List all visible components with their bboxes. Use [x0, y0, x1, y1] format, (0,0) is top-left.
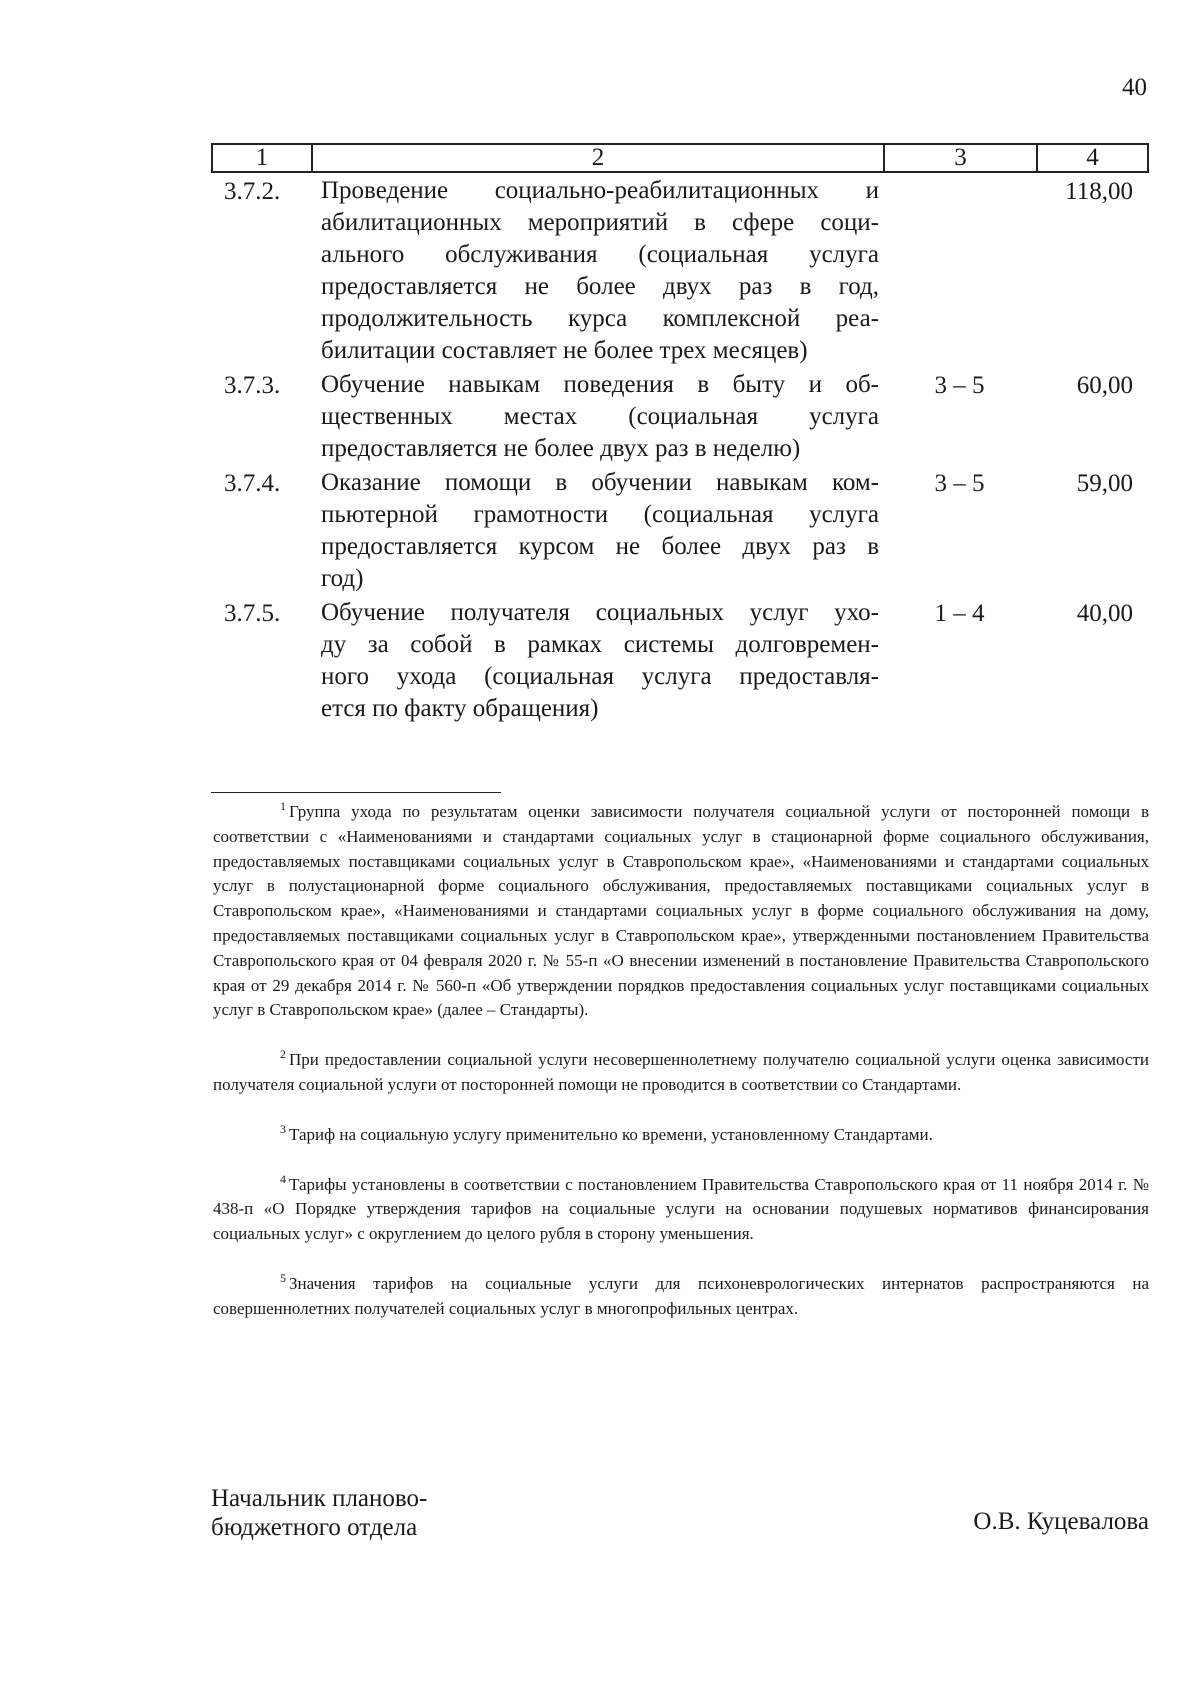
service-name-line: щественных местах (социальная услуга — [321, 403, 879, 430]
service-name-line: Обучение получателя социальных услуг ухо- — [321, 599, 879, 626]
service-number: 3.7.5. — [224, 600, 281, 627]
signatory-name: О.В. Куцевалова — [973, 1508, 1149, 1535]
service-name-line: Проведение социально-реабилитационных и — [321, 177, 879, 204]
service-name-line: ду за собой в рамках системы долговремен- — [321, 631, 879, 658]
signatory-position-line: Начальник планово- — [211, 1485, 428, 1512]
service-name-line: предоставляется не более двух раз в год, — [321, 273, 879, 300]
signatory-position — [211, 1484, 427, 1542]
table-header-cell: 4 — [1086, 144, 1099, 171]
footnote-mark: 5 — [280, 1270, 286, 1285]
service-number: 3.7.3. — [224, 372, 281, 399]
tariff-table-body — [211, 175, 1149, 727]
tariff-value: 59,00 — [1076, 470, 1133, 497]
service-number: 3.7.2. — [224, 178, 281, 205]
service-name — [311, 467, 883, 595]
care-group: 3 – 5 — [934, 372, 985, 399]
service-name-line: ется по факту обращения) — [321, 695, 599, 722]
service-name — [311, 597, 883, 725]
footnote-mark: 2 — [280, 1047, 286, 1062]
service-name-line: ального обслуживания (социальная услуга — [321, 241, 879, 268]
footnote-mark: 4 — [280, 1171, 286, 1186]
care-group — [883, 175, 1036, 367]
care-group: 3 – 5 — [934, 470, 985, 497]
footnote-text: Тариф на социальную услугу применительно ко времени, установленному Стандартами. — [289, 1124, 933, 1144]
care-group: 1 – 4 — [934, 600, 985, 627]
service-name-line: Оказание помощи в обучении навыкам ком- — [321, 469, 879, 496]
service-name-line: предоставляется курсом не более двух раз в — [321, 533, 879, 560]
table-header-cell: 1 — [213, 145, 313, 171]
table-row — [211, 369, 1149, 465]
service-name-line: предоставляется не более двух раз в неделю) — [321, 435, 801, 462]
signatory-position-line: бюджетного отдела — [211, 1514, 418, 1541]
service-name-line: билитации составляет не более трех месяцев) — [321, 337, 808, 364]
service-name — [311, 369, 883, 465]
service-number: 3.7.4. — [224, 470, 281, 497]
service-name-line: пьютерной грамотности (социальная услуга — [321, 501, 879, 528]
footnotes — [213, 800, 1149, 1347]
table-header-row — [211, 143, 1149, 173]
footnote-text: Тарифы установлены в соответствии с постановлением Правительства Ставропольского края от 11 ноября 2014 г. № 438-п «О Порядке утверждения тарифов на социальные услуги на основании подушевых нормативов финансирования социальных услуг» с округлением до целого рубля в сторону уменьшения. — [213, 1174, 1149, 1244]
service-name-line: продолжительность курса комплексной реа- — [321, 305, 879, 332]
footnote — [213, 1048, 1149, 1098]
footnote — [213, 1123, 1149, 1148]
tariff-value: 40,00 — [1076, 600, 1133, 627]
table-row — [211, 175, 1149, 367]
footnote — [213, 1272, 1149, 1322]
table-header-cell: 2 — [313, 145, 885, 171]
footnote-text: Группа ухода по результатам оценки зависимости получателя социальной услуги от посторонней помощи в соответствии с «Наименованиями и стандартами социальных услуг в стационарной форме социального обслуживания, предоставляемых поставщиками социальных услуг в Ставропольском крае», «Наименованиями и стандартами социальных услуг в полустационарной форме социального обслуживания, предоставляемых поставщиками социальных услуг в Ставропольском крае», «Наименованиями и стандартами социальных услуг в форме социального обслуживания на дому, предоставляемых поставщиками социальных услуг в Ставропольском крае», утвержденными постановлением Правительства Ставропольского края от 04 февраля 2020 г. № 55-п «О внесении изменений в постановление Правительства Ставропольского края от 29 декабря 2014 г. № 560-п «Об утверждении порядков предоставления социальных услуг поставщиками социальных услуг в Ставропольском крае» (далее – Стандарты). — [213, 802, 1149, 1020]
table-header-cell: 3 — [885, 145, 1038, 171]
footnote-text: При предоставлении социальной услуги несовершеннолетнему получателю социальной услуги оценка зависимости получателя социальной услуги от посторонней помощи не проводится в соответствии со Стандартами. — [213, 1050, 1149, 1094]
table-row — [211, 467, 1149, 595]
tariff-value: 60,00 — [1076, 372, 1133, 399]
tariff-value: 118,00 — [1065, 178, 1133, 205]
footnote-mark: 3 — [280, 1121, 286, 1136]
service-name-line: год) — [321, 565, 364, 592]
table-row — [211, 597, 1149, 725]
footnote — [213, 1173, 1149, 1247]
service-name-line: абилитационных мероприятий в сфере соци- — [321, 209, 879, 236]
footnote-mark: 1 — [280, 799, 286, 813]
footnote-separator — [211, 792, 501, 793]
footnote-text: Значения тарифов на социальные услуги для психоневрологических интернатов распространяются на совершеннолетних получателей социальных услуг в многопрофильных центрах. — [213, 1273, 1149, 1318]
service-name — [311, 175, 883, 367]
service-name-line: Обучение навыкам поведения в быту и об- — [321, 371, 879, 398]
service-name-line: ного ухода (социальная услуга предоставля- — [321, 663, 879, 690]
page-number: 40 — [1122, 74, 1147, 101]
footnote — [213, 800, 1149, 1023]
signature-block — [211, 1484, 1149, 1544]
